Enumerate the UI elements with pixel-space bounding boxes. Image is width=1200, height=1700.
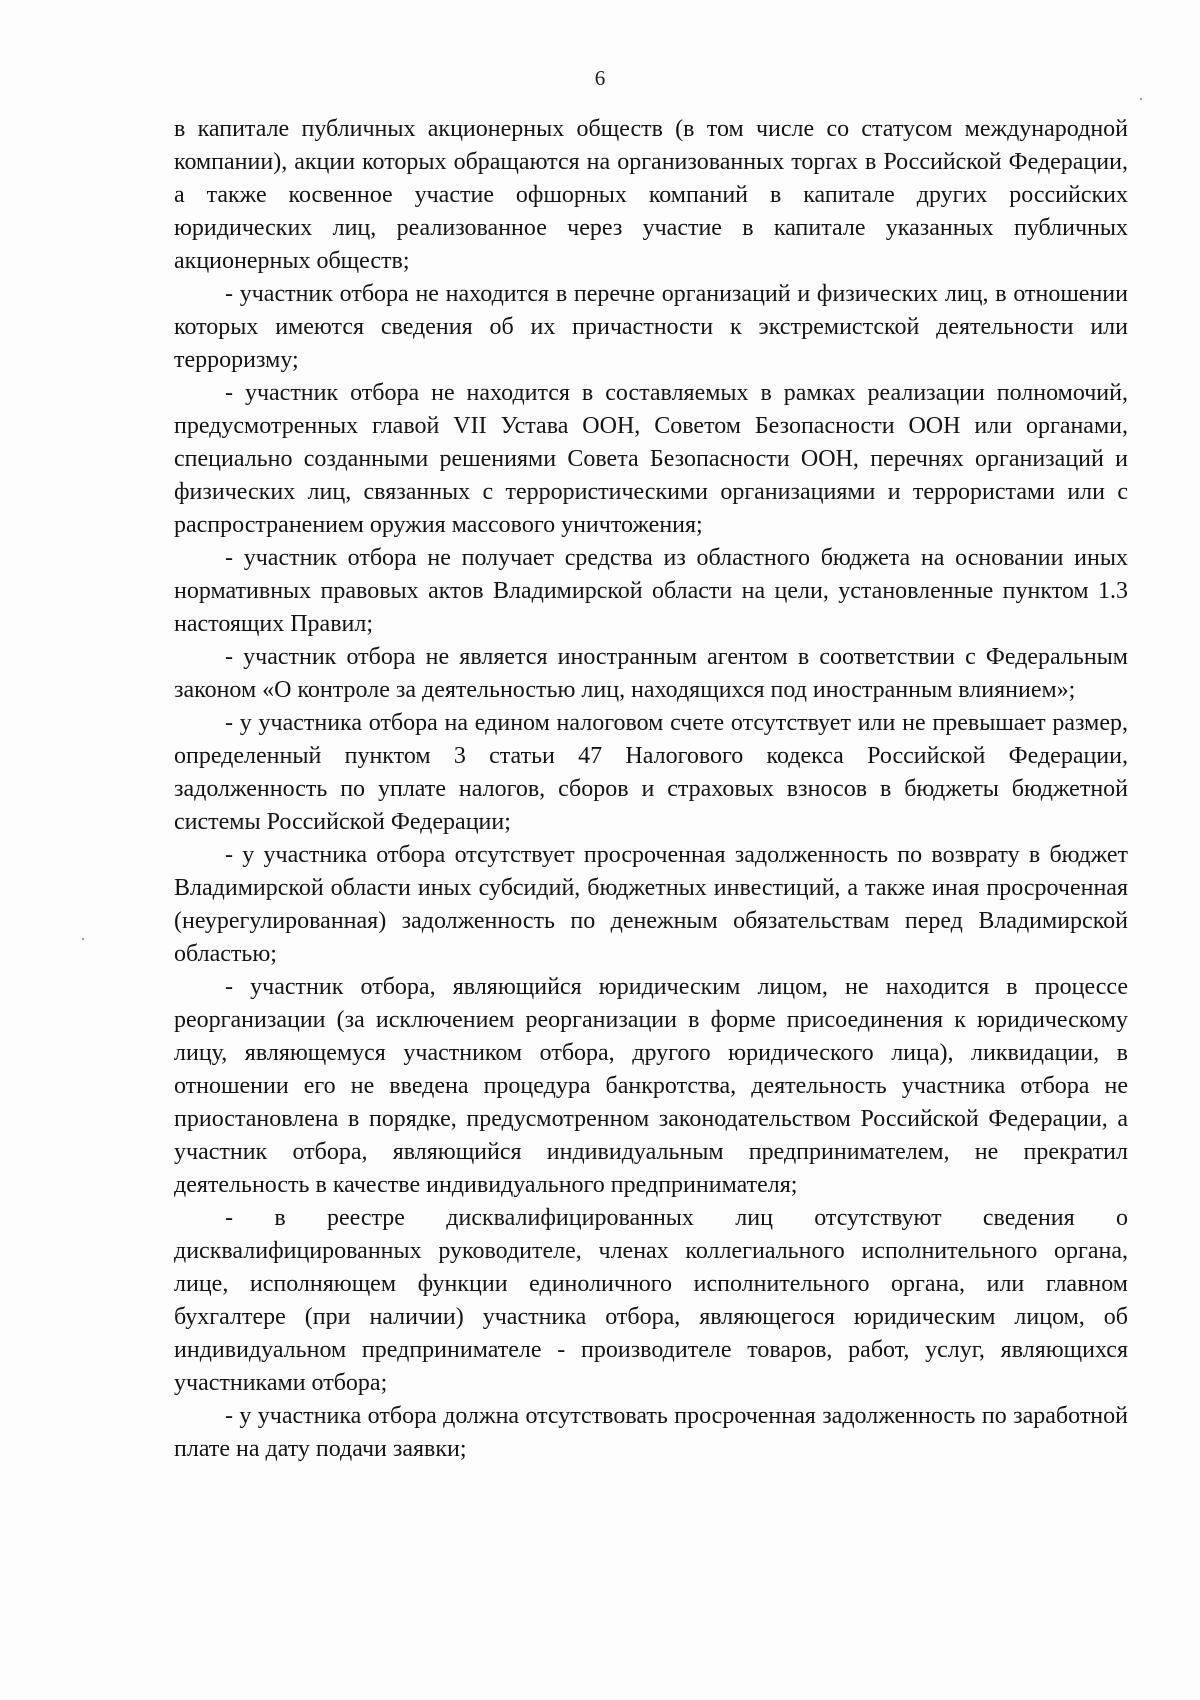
paragraph-foreign-agent: - участник отбора не является иностранным агентом в соответствии с Федеральным законом «О контроле за деятельностью лиц, находящихся под иностранным влиянием»; [174, 644, 1128, 703]
paragraph-regional-budget-funds: - участник отбора не получает средства из областного бюджета на основании иных нормативных правовых актов Владимирской области на цели, установленные пунктом 1.3 настоящих Правил; [174, 545, 1128, 637]
document-body [174, 113, 1128, 1466]
paragraph-overdue-debt: - у участника отбора отсутствует просроченная задолженность по возврату в бюджет Владимирской области иных субсидий, бюджетных инвестиций, а также иная просроченная (неурегулированная) задолженность по денежным обязательствам перед Владимирской областью; [174, 842, 1128, 967]
paragraph-reorganization: - участник отбора, являющийся юридическим лицом, не находится в процессе реорганизации (за исключением реорганизации в форме присоединения к юридическому лицу, являющемуся участником отбора, другого юридического лица), ликвидации, в отношении его не введена процедура банкротства, деятельность участника отбора не приостановлена в порядке, предусмотренном законодательством Российской Федерации, а участник отбора, являющийся индивидуальным предпринимателем, не прекратил деятельность в качестве индивидуального предпринимателя; [174, 974, 1128, 1198]
paragraph-extremism-list: - участник отбора не находится в перечне организаций и физических лиц, в отношении которых имеются сведения об их причастности к экстремистской деятельности или терроризму; [174, 281, 1128, 373]
scan-speck [82, 938, 84, 940]
paragraph-wage-arrears: - у участника отбора должна отсутствовать просроченная задолженность по заработной плате на дату подачи заявки; [174, 1403, 1128, 1462]
page-number: 6 [594, 66, 606, 90]
paragraph-continuation: в капитале публичных акционерных обществ (в том числе со статусом международной компании), акции которых обращаются на организованных торгах в Российской Федерации, а также косвенное участие офшорных компаний в капитале других российских юридических лиц, реализованное через участие в капитале указанных публичных акционерных обществ; [174, 116, 1128, 274]
scan-speck [1140, 98, 1142, 100]
paragraph-un-sanctions-list: - участник отбора не находится в составляемых в рамках реализации полномочий, предусмотренных главой VII Устава ООН, Советом Безопасности ООН или органами, специально созданными решениями Совета Безопасности ООН, перечнях организаций и физических лиц, связанных с террористическими организациями и террористами или с распространением оружия массового уничтожения; [174, 380, 1128, 538]
paragraph-disqualified-persons: - в реестре дисквалифицированных лиц отсутствуют сведения о дисквалифицированных руководителе, членах коллегиального исполнительного органа, лице, исполняющем функции единоличного исполнительного органа, или главном бухгалтере (при наличии) участника отбора, являющегося юридическим лицом, об индивидуальном предпринимателе - производителе товаров, работ, услуг, являющихся участниками отбора; [174, 1205, 1128, 1396]
paragraph-tax-debt: - у участника отбора на едином налоговом счете отсутствует или не превышает размер, определенный пунктом 3 статьи 47 Налогового кодекса Российской Федерации, задолженность по уплате налогов, сборов и страховых взносов в бюджеты бюджетной системы Российской Федерации; [174, 710, 1128, 835]
